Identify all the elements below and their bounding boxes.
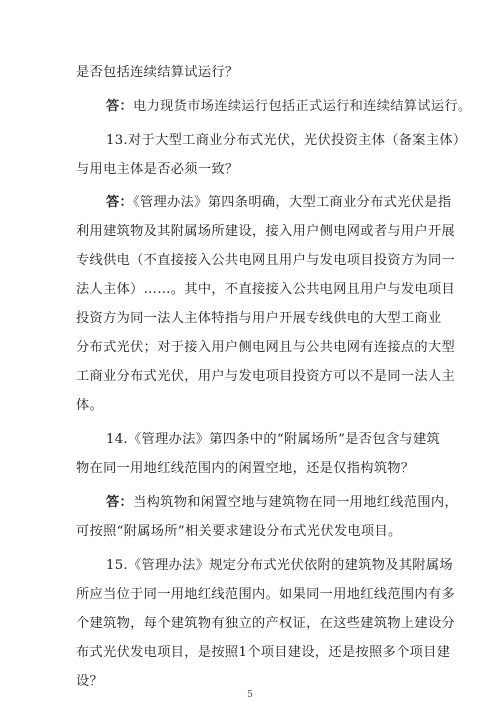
question-13-line-1: 13.对于大型工商业分布式光伏，光伏投资主体（备案主体） (106, 133, 467, 148)
question-14-line-2: 物在同一用地红线范围内的闲置空地，还是仅指构筑物？ (76, 461, 415, 476)
answer-13-line-4: 法人主体）……。其中，不直接接入公共电网且用户与发电项目 (76, 282, 456, 297)
answer-14-line-1: 答：当构筑物和闲置空地与建筑物在同一用地红线范围内， (106, 495, 458, 510)
question-13-line-2: 与用电主体是否必须一致？ (76, 162, 239, 177)
question-15-line-5: 设？ (76, 674, 104, 689)
answer-13-line-7: 工商业分布式光伏，用户与发电项目投资方可以不是同一法人主 (76, 369, 456, 384)
page-number: 5 (247, 690, 253, 700)
answer-13-line-3: 专线供电（不直接接入公共电网且用户与发电项目投资方为同一 (76, 253, 456, 268)
answer-13-line-1: 答：《管理办法》第四条明确，大型工商业分布式光伏是指 (106, 195, 452, 210)
answer-13-line-5: 投资方为同一法人主体特指与用户开展专线供电的大型工商业 (76, 311, 442, 326)
question-15-line-4: 布式光伏发电项目，是按照1个项目建设，还是按照多个项目建 (76, 645, 451, 660)
answer-14-line-2: 可按照“附属场所”相关要求建设分布式光伏发电项目。 (76, 524, 402, 539)
question-14-line-1: 14.《管理办法》第四条中的“附属场所”是否包含与建筑 (106, 432, 441, 447)
question-15-line-2: 所应当位于同一用地红线范围内。如果同一用地红线范围内有多 (76, 587, 456, 602)
answer-13-line-2: 利用建筑物及其附属场所建设，接入用户侧电网或者与用户开展 (76, 224, 456, 239)
answer-12 (106, 98, 472, 116)
text-line-1: 是否包括连续结算试运行？ (76, 65, 239, 80)
answer-13-line-8: 体。 (76, 398, 104, 413)
question-15-line-1: 15.《管理办法》规定分布式光伏依附的建筑物及其附属场 (106, 558, 453, 573)
answer-12-text: 答：电力现货市场连续运行包括正式运行和连续结算试运行。 (106, 99, 472, 114)
question-15-line-3: 个建筑物，每个建筑物有独立的产权证，在这些建筑物上建设分 (76, 616, 456, 631)
answer-13-line-6: 分布式光伏；对于接入用户侧电网且与公共电网有连接点的大型 (76, 340, 456, 355)
